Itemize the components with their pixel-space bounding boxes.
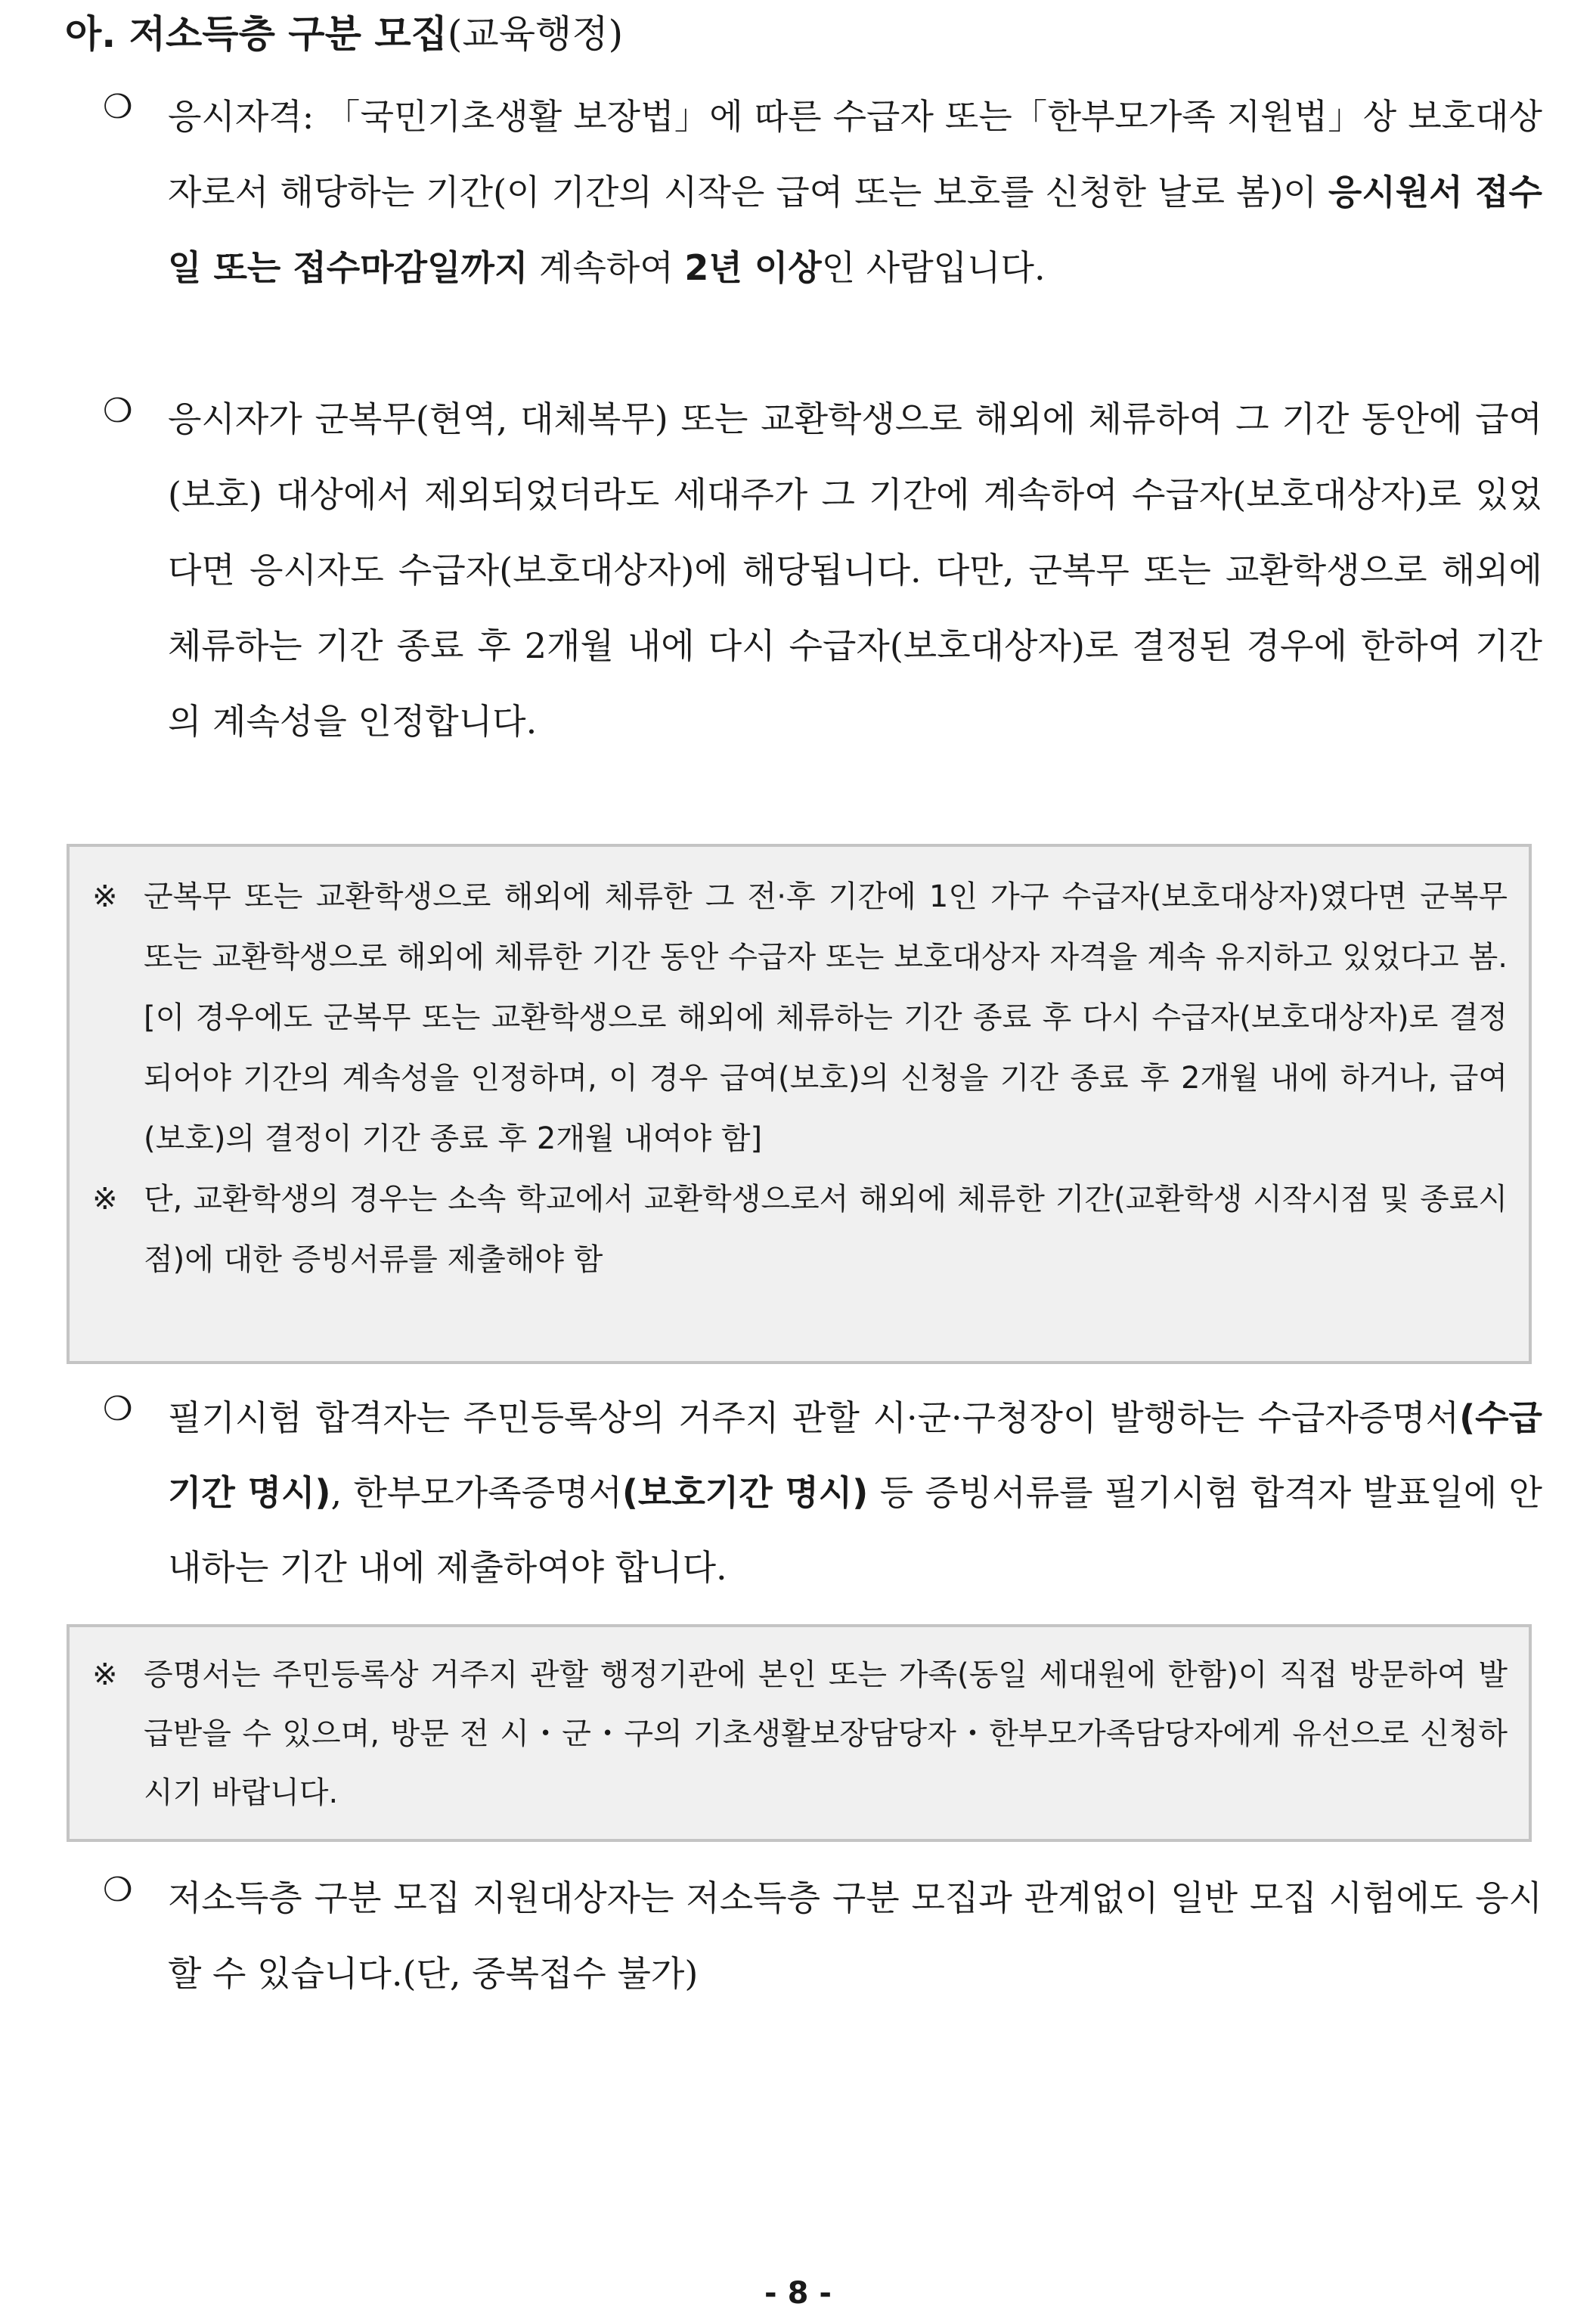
item-text [168,1381,1542,1605]
item-text [168,381,1542,759]
page-number: - 8 - [764,2276,832,2311]
item-text [168,79,1542,305]
note-box-certificate [67,1624,1532,1842]
note-text: 군복무 또는 교환학생으로 해외에 체류한 그 전·후 기간에 1인 가구 수급자(보호대상자)였다면 군복무 또는 교환학생으로 해외에 체류한 기간 동안 수급자 또는 보호대상자 자격을 계속 유지하고 있었다고 봄. [이 경우에도 군복무 또는 교환학생으로 해외에 체류하는 기간 종료 후 다시 수급자(보호대상자)로 결정되어야 기간의 계속성을 인정하며, 이 경우 급여(보호)의 신청을 기간 종료 후 2개월 내에 하거나, 급여(보호)의 결정이 기간 종료 후 2개월 내여야 함] [144,879,1508,1156]
note-military-period [70,867,1529,1169]
text-run: 응시자격: 「국민기초생활 보장법」에 따른 수급자 또는「한부모가족 지원법」상 보호대상자로서 해당하는 기간(이 기간의 시작은 급여 또는 보호를 신청한 날로 봄)이 [168,96,1542,212]
text-run: 응시자가 군복무(현역, 대체복무) 또는 교환학생으로 해외에 체류하여 그 기간 동안에 급여(보호) 대상에서 제외되었더라도 세대주가 그 기간에 계속하여 수급자(보호대상자)로 있었다면 응시자도 수급자(보호대상자)에 해당됩니다. 다만, 군복무 또는 교환학생으로 해외에 체류하는 기간 종료 후 2개월 내에 다시 수급자(보호대상자)로 결정된 경우에 한하여 기간의 계속성을 인정합니다. [168,398,1542,742]
text-run: 계속하여 [528,247,685,288]
section-heading-suffix: (교육행정) [447,12,624,56]
emphasis-text: 응시원서 접수일 또는 접수마감일까지 [168,172,1542,288]
reference-mark-icon: ※ [92,1657,118,1692]
emphasis-text: 2년 이상 [684,247,822,288]
emphasis-text: (보호기간 명시) [621,1472,869,1513]
note-text: 단, 교환학생의 경우는 소속 학교에서 교환학생으로서 해외에 체류한 기간(교환학생 시작시점 및 종료시점)에 대한 증빙서류를 제출해야 함 [144,1182,1508,1277]
bullet-icon: ❍ [103,1390,133,1428]
section-heading-title: 아. 저소득층 구분 모집 [65,12,448,56]
reference-mark-icon: ※ [92,1182,118,1217]
note-exchange-student [70,1169,1529,1290]
bullet-icon: ❍ [103,392,133,430]
note-certificate-issuance [70,1645,1529,1822]
reference-mark-icon: ※ [92,879,118,914]
bullet-icon: ❍ [103,1871,133,1909]
text-run: , 한부모가족증명서 [330,1472,622,1513]
text-run: 등 증빙서류를 필기시험 합격자 발표일에 안내하는 기간 내에 제출하여야 합니다. [168,1472,1542,1588]
item-text [168,1860,1542,2011]
emphasis-text: (수급기간 명시) [168,1397,1542,1513]
text-run: 저소득층 구분 모집 지원대상자는 저소득층 구분 모집과 관계없이 일반 모집 시험에도 응시할 수 있습니다.(단, 중복접수 불가) [168,1877,1542,1994]
note-box-military [67,844,1532,1364]
note-text: 증명서는 주민등록상 거주지 관할 행정기관에 본인 또는 가족(동일 세대원에 한함)이 직접 방문하여 발급받을 수 있으며, 방문 전 시・군・구의 기초생활보장담당자・한부모가족담당자에게 유선으로 신청하시기 바랍니다. [144,1657,1508,1810]
text-run: 인 사람입니다. [821,247,1046,288]
text-run: 필기시험 합격자는 주민등록상의 거주지 관할 시·군·구청장이 발행하는 수급자증명서 [168,1397,1460,1438]
section-heading [65,6,623,62]
bullet-icon: ❍ [103,88,133,126]
